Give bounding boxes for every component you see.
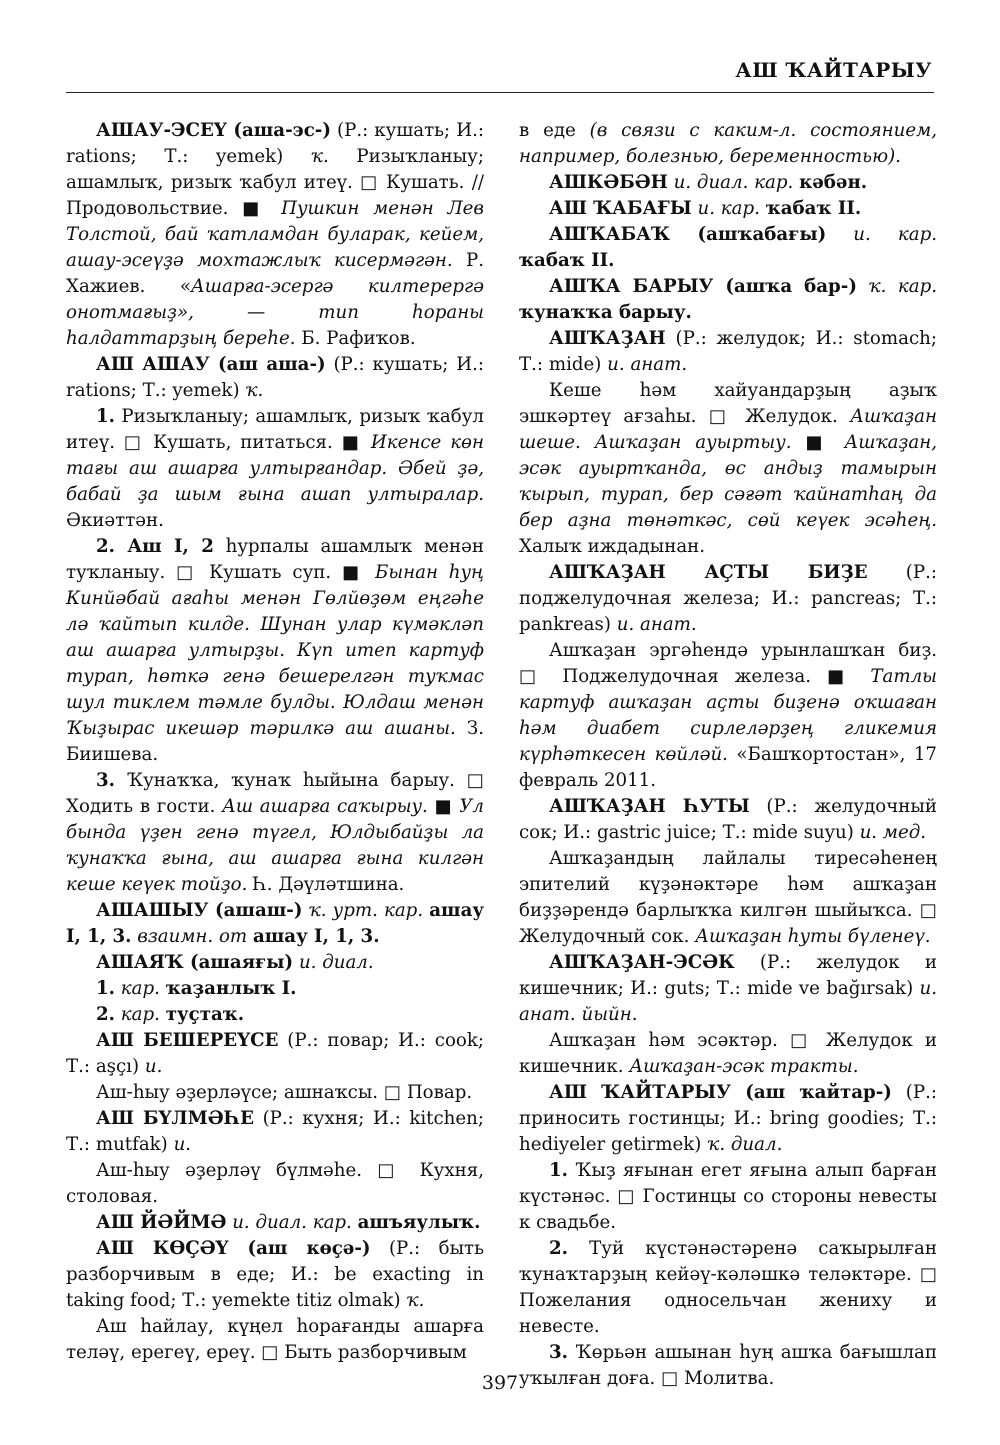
entry-text: Ҡунаҡҡа, ҡунаҡ һыйына барыу. □ Ходить в гости. <box>66 770 484 817</box>
headword: АШКӘБӘН <box>549 172 668 193</box>
entry-text: Ҡыҙ яғынан егет яғына алып барған күстәнәс. □ Гостинцы со стороны невесты к свадьбе. <box>519 1160 937 1233</box>
left-column <box>66 118 484 1366</box>
italic-text: и. мед. <box>859 822 927 843</box>
entry-text: (Р.: желудок и кишечник; И.: guts; Т.: mide ve bağırsak) <box>519 952 937 999</box>
entry-text: Р. Хажиев. « <box>66 250 484 297</box>
italic-text: и. диал. кар. <box>232 1212 352 1233</box>
dictionary-paragraph <box>519 1028 937 1080</box>
entry-text: (Р.: кушать; И.: rations; Т.: yemek) <box>66 120 484 167</box>
dictionary-paragraph <box>66 1028 484 1080</box>
dictionary-paragraph <box>519 1236 937 1340</box>
entry-text: Аш һайлау, күңел һорағанды ашарға теләү, ерегеү, ереү. □ Быть разборчивым <box>66 1316 484 1363</box>
headword: 2. Аш I, 2 <box>96 536 214 557</box>
entry-text: (Р.: приносить гостинцы; И.: bring goodies; Т.: hediyeler getirmek) <box>519 1082 937 1155</box>
dictionary-paragraph <box>66 1002 484 1028</box>
headword: АШҠАҘАН-ЭСӘК <box>549 952 735 973</box>
headword: 3. <box>549 1342 568 1363</box>
dictionary-paragraph <box>66 1080 484 1106</box>
dictionary-paragraph <box>66 976 484 1002</box>
italic-text: (в связи с каким-л. состоянием, например, болезнью, беременностью). <box>519 120 937 167</box>
entry-text: «Башҡортостан», 17 февраль 2011. <box>519 744 937 791</box>
dictionary-paragraph <box>519 950 937 1028</box>
right-column <box>519 118 937 1392</box>
italic-text: и. <box>144 1056 163 1077</box>
headword: АШҠАҘАН АҪТЫ БИҘЕ <box>549 562 868 583</box>
italic-text: и. кар. <box>853 224 937 245</box>
entry-text: Ашҡаҙан һәм эсәктәр. □ Желудок и кишечник. <box>519 1030 937 1077</box>
headword: 2. <box>96 1004 115 1025</box>
headword: 1. <box>96 978 115 999</box>
entry-text: Ашҡаҙандың лайлалы тиресәһенең эпителий күҙәнәктәре һәм ашҡаҙан биҙҙәрендә барлыҡҡа килгән шыйыҡса. □ Желудочный сок. <box>519 848 937 947</box>
entry-text: Халыҡ иждадынан. <box>519 536 706 557</box>
headword: АШ ҠАБАҒЫ <box>549 198 692 219</box>
entry-text <box>857 276 869 297</box>
headword: ашау I, 1, 3. <box>252 926 380 947</box>
headword: ҡунаҡҡа барыу. <box>519 302 692 323</box>
entry-text: З. Биишева. <box>66 718 484 765</box>
entry-text: Ризыҡланыу; ашамлыҡ, ризыҡ ҡабул итеү. □ Кушать. // Продовольствие. ■ <box>66 146 484 219</box>
italic-text: Аш ашарға саҡырыу. <box>222 796 428 817</box>
italic-text: ҡ. <box>310 146 329 167</box>
dictionary-paragraph <box>66 352 484 404</box>
headword: АШАУ-ЭСЕҮ (аша-эс-) <box>96 120 331 141</box>
headword: АШ БҮЛМӘҺЕ <box>96 1108 254 1129</box>
page-number: 397 <box>481 1372 519 1394</box>
dictionary-paragraph <box>66 1106 484 1158</box>
headword: АШАШЫУ (ашаш-) <box>96 900 303 921</box>
italic-text: Татлы картуф ашҡаҙан аҫты биҙенә оҡшаған һәм диабет сирлеләрҙең гликемия күрһәткесен көйләй. <box>519 666 937 765</box>
entry-text: ■ <box>791 432 845 453</box>
italic-text: и. кар. <box>697 198 760 219</box>
dictionary-paragraph <box>519 378 937 560</box>
header-divider <box>66 92 934 93</box>
page-header-title: АШ ҠАЙТАРЫУ <box>735 58 932 82</box>
headword: АШ ЙӘЙМӘ <box>96 1212 227 1233</box>
italic-text: и. анат. <box>616 614 697 635</box>
italic-text: взаимн. от <box>137 926 248 947</box>
entry-text: Аш-һыу әҙерләүсе; ашнаҡсы. □ Повар. <box>96 1082 473 1103</box>
italic-text: и. анат. йыйн. <box>519 978 937 1025</box>
headword: кәбән. <box>799 172 868 193</box>
headword: АШАЯҠ (ашаяғы) <box>96 952 294 973</box>
italic-text: и. диал. <box>298 952 374 973</box>
dictionary-paragraph <box>66 1158 484 1210</box>
entry-text: Әкиәттән. <box>66 510 164 531</box>
dictionary-paragraph <box>519 222 937 274</box>
dictionary-paragraph <box>519 1158 937 1236</box>
italic-text: ҡ. кар. <box>868 276 938 297</box>
italic-text: Икенсе көн тағы аш ашарға ултырғандар. Әбей ҙә, бабай ҙа шым ғына ашап ултыралар. <box>66 432 484 505</box>
entry-text: в еде <box>519 120 590 141</box>
headword: 1. <box>549 1160 568 1181</box>
italic-text: кар. <box>120 1004 160 1025</box>
headword: АШ БЕШЕРЕҮСЕ <box>96 1030 279 1051</box>
italic-text: Ашарға-эсергә килтерергә онотмағыҙ», — тип һораны һалдаттарҙың береһе. <box>66 276 484 349</box>
entry-text: (Р.: быть разборчивым в еде; И.: be exacting in taking food; Т.: yemekte titiz olmak) <box>66 1238 485 1311</box>
entry-text: Ашҡаҙан эргәһендә урынлашҡан биҙ. □ Поджелудочная железа. ■ <box>519 640 937 687</box>
headword: ҡаҙанлыҡ I. <box>165 978 297 999</box>
italic-text: и. диал. кар. <box>673 172 794 193</box>
dictionary-paragraph <box>519 846 937 950</box>
dictionary-paragraph <box>519 326 937 378</box>
entry-text: (Р.: желудочный сок; И.: gastric juice; Т.: mide suyu) <box>519 796 937 843</box>
entry-text: Туй күстәнәстәренә саҡырылған ҡунаҡтарҙың кейәү-кәләшкә теләктәре. □ Пожелания односельчан жениху и невесте. <box>519 1238 937 1337</box>
italic-text: ҡ. диал. <box>707 1134 783 1155</box>
italic-text: ҡ. <box>245 380 264 401</box>
dictionary-paragraph <box>66 118 484 352</box>
dictionary-paragraph <box>519 638 937 794</box>
dictionary-paragraph <box>66 768 484 898</box>
dictionary-paragraph <box>66 1314 484 1366</box>
entry-text: Аш-һыу әҙерләү бүлмәһе. □ Кухня, столовая. <box>66 1160 484 1207</box>
dictionary-paragraph <box>519 274 937 326</box>
italic-text: ҡ. урт. кар. <box>308 900 424 921</box>
italic-text: Бынан һуң Кинйәбай ағаһы менән Гөлйөҙөм еңгәһе лә ҡайтып килде. Шунан улар күмәкләп аш ашарға ултырҙы. Күп итеп картуф турап, һөткә генә бешерелгән туҡмас шул тиклем тәмле булды. Юлдаш менән Ҡыҙырас икешәр тәрилкә аш ашаны. <box>66 562 484 739</box>
headword: АШҠА БАРЫУ (ашҡа бар-) <box>549 276 857 297</box>
headword: АШ КӨҪӘҮ (аш көҫә-) <box>96 1238 371 1259</box>
italic-text: Ашҡаҙан һуты бүленеү. <box>695 926 931 947</box>
headword: ашъяулыҡ. <box>357 1212 481 1233</box>
headword: 3. <box>96 770 115 791</box>
headword: АШҠАҘАН ҺУТЫ <box>549 796 750 817</box>
headword: 1. <box>96 406 115 427</box>
italic-text: Ашҡаҙан, эсәк ауыртҡанда, өс андыҙ тамырын ҡырып, турап, бер сәғәт ҡайнатһаң да бер аҙна төнәткәс, сөй кеүек эсәһең. <box>519 432 938 531</box>
entry-text: Ҡөрьән ашынан һуң ашҡа бағышлап уҡылған доға. □ Молитва. <box>519 1342 937 1389</box>
dictionary-paragraph <box>66 898 484 950</box>
entry-text: Һ. Дәүләтшина. <box>247 874 405 895</box>
dictionary-paragraph <box>66 1210 484 1236</box>
headword: АШ ҠАЙТАРЫУ (аш ҡайтар-) <box>549 1082 892 1103</box>
entry-text: (Р.: кухня; И.: kitchen; Т.: mutfak) <box>66 1108 484 1155</box>
italic-text: Пушкин менән Лев Толстой, бай ҡатламдан буларак, кейем, ашау-эсеүҙә мохтажлыҡ кисермәгән. <box>66 198 484 271</box>
headword: туҫтаҡ. <box>165 1004 245 1025</box>
dictionary-paragraph <box>519 170 937 196</box>
entry-text <box>826 224 853 245</box>
italic-text: Ашҡаҙан шеше. Ашҡаҙан ауыртыу. <box>519 406 937 453</box>
dictionary-paragraph <box>519 1080 937 1158</box>
italic-text: Ул бында үҙен генә түгел, Юлдыбайҙы ла ҡунаҡҡа ғына, аш ашарға ғына килгән кеше кеүек тойҙо. <box>66 796 485 895</box>
dictionary-paragraph <box>519 560 937 638</box>
dictionary-paragraph <box>66 534 484 768</box>
dictionary-paragraph <box>519 196 937 222</box>
entry-text: (Р.: желудок; И.: stomach; Т.: mide) <box>519 328 937 375</box>
entry-text: (Р.: кушать; И.: rations; Т.: yemek) <box>66 354 484 401</box>
dictionary-paragraph <box>519 794 937 846</box>
dictionary-paragraph <box>66 404 484 534</box>
italic-text: и. <box>173 1134 192 1155</box>
dictionary-paragraph <box>66 950 484 976</box>
entry-text: һурпалы ашамлыҡ менән туҡланыу. □ Кушать суп. ■ <box>66 536 484 583</box>
entry-text: (Р.: поджелудочная железа; И.: pancreas; Т.: pankreas) <box>519 562 937 635</box>
headword: АШҠАБАҠ (ашҡабағы) <box>549 224 827 245</box>
headword: 2. <box>549 1238 568 1259</box>
headword: АШ АШАУ (аш аша-) <box>96 354 326 375</box>
headword: ҡабаҡ II. <box>519 250 615 271</box>
dictionary-paragraph <box>519 118 937 170</box>
italic-text: ҡ. <box>406 1290 425 1311</box>
entry-text: Б. Рафиҡов. <box>295 328 416 349</box>
entry-text: ■ <box>427 796 460 817</box>
entry-text: Кеше һәм хайуандарҙың аҙыҡ эшкәртеү ағзаһы. □ Желудок. <box>519 380 937 427</box>
italic-text: Ашҡаҙан-эсәк тракты. <box>629 1056 859 1077</box>
entry-text: (Р.: повар; И.: cook; Т.: aşçı) <box>66 1030 485 1077</box>
entry-text: Ризыҡланыу; ашамлыҡ, ризыҡ ҡабул итеү. □ Кушать, питаться. ■ <box>66 406 484 453</box>
italic-text: кар. <box>120 978 160 999</box>
dictionary-paragraph <box>66 1236 484 1314</box>
headword: ашау I, 1, 3. <box>66 900 484 947</box>
italic-text: и. анат. <box>607 354 688 375</box>
headword: ҡабаҡ II. <box>765 198 862 219</box>
headword: АШҠАҘАН <box>549 328 666 349</box>
